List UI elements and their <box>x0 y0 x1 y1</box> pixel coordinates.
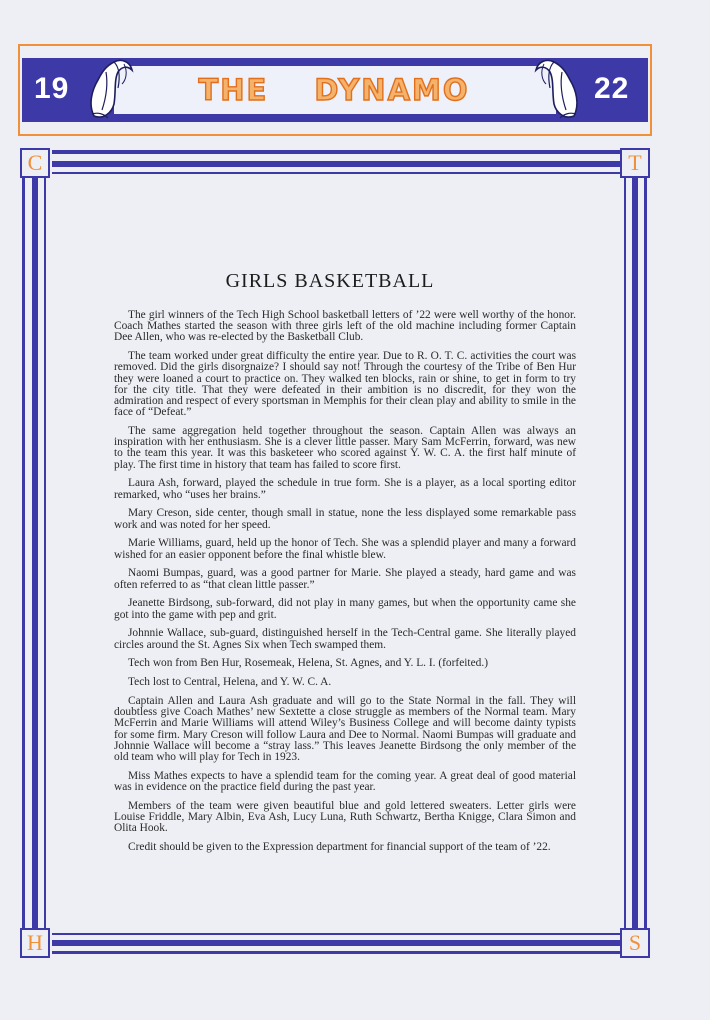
scroll-icon <box>528 54 584 124</box>
corner-letter-top-right: T <box>620 148 650 178</box>
article-paragraph: Johnnie Wallace, sub-guard, distinguished herself in the Tech-Central game. She literally played circles around the St. Agnes Six when Tech swamped them. <box>114 627 576 651</box>
frame-rail <box>32 178 38 928</box>
frame-rail <box>52 940 622 946</box>
article-paragraph: Jeanette Birdsong, sub-forward, did not play in many games, but when the opportunity came she got into the game with pep and grit. <box>114 597 576 621</box>
article-paragraph: Captain Allen and Laura Ash graduate and will go to the State Normal in the fall. They will doubtless give Coach Mathes’ new Sextette a close struggle as members of the Normal team. Mary McFerrin and Marie Williams will attend Wiley’s Business College and will become dainty typists for some firm. Mary Creson will follow Laura and Dee to Normal. Naomi Bumpas will graduate and Johnnie Wallace will become a “stray lass.” This leaves Jeanette Birdsong the only member of the old team who will play for Tech in 1923. <box>114 695 576 764</box>
article-paragraph: Members of the team were given beautiful blue and gold lettered sweaters. Letter girls were Louise Friddle, Mary Albin, Eva Ash, Lucy Luna, Ruth Schwartz, Bertha Knigge, Clara Simon and Olita Hook. <box>114 799 576 835</box>
year-right: 22 <box>594 72 630 105</box>
frame-rail <box>52 172 622 174</box>
article-paragraph: The girl winners of the Tech High School basketball letters of ’22 were well worthy of the honor. Coach Mathes started the season with three girls left of the old machine including former Captain Dee Allen, who was re-elected by the Basketball Club. <box>114 309 576 344</box>
article-title: GIRLS BASKETBALL <box>225 270 435 292</box>
banner-title-word-the: THE <box>198 73 269 107</box>
frame-rail <box>22 178 25 928</box>
article-paragraph: Tech lost to Central, Helena, and Y. W. C. A. <box>128 676 332 689</box>
article-body <box>114 310 576 861</box>
frame-rail <box>52 161 622 167</box>
frame-rail <box>632 178 638 928</box>
article-paragraph: Miss Mathes expects to have a splendid team for the coming year. A great deal of good material was in evidence on the practice field during the past year. <box>114 769 576 794</box>
frame-rail <box>52 951 622 954</box>
corner-letter-bottom-left: H <box>20 928 50 958</box>
frame-rail <box>644 178 647 928</box>
article-paragraph: Credit should be given to the Expression department for financial support of the team of ’22. <box>128 841 551 854</box>
article-paragraph: Laura Ash, forward, played the schedule in true form. She is a player, as a local sporting editor remarked, who “uses her brains.” <box>114 477 576 501</box>
banner-title-word-dynamo: DYNAMO <box>314 73 470 107</box>
year-left: 19 <box>34 72 70 105</box>
frame-rail <box>44 178 46 928</box>
banner-title <box>132 66 536 114</box>
article-paragraph: The same aggregation held together throughout the season. Captain Allen was always an inspiration with her enthusiasm. She is a clever little passer. Mary Sam McFerrin, forward, was new to the team this year. It was this basketeer who scored against Y. W. C. A. the first half minute of play. The first time in history that team has failed to score first. <box>114 425 576 471</box>
article-paragraph: Tech won from Ben Hur, Rosemeak, Helena, St. Agnes, and Y. L. I. (forfeited.) <box>128 657 488 670</box>
frame-rail <box>624 178 626 928</box>
frame-rail <box>52 933 622 935</box>
corner-letter-bottom-right: S <box>620 928 650 958</box>
article-paragraph: Mary Creson, side center, though small in statue, none the less displayed some remarkable pass work and was noted for her speed. <box>114 507 576 531</box>
header-banner <box>22 58 648 122</box>
article-paragraph: Naomi Bumpas, guard, was a good partner for Marie. She played a steady, hard game and was often referred to as “that clean little passer.” <box>114 567 576 591</box>
article-paragraph: The team worked under great difficulty the entire year. Due to R. O. T. C. activities the court was removed. Did the girls disorgnaize? I should say not! Through the courtesy of the Tribe of Ben Hur they were loaned a court to practice on. They walked ten blocks, rain or shine, to get in form to try for the city title. That they were defeated in their ambition is no discredit, for they won the admiration and respect of every sportsman in Memphis for their clean play and ability to smile in the face of “Defeat.” <box>114 350 576 419</box>
frame-rail <box>52 150 622 154</box>
corner-letter-top-left: C <box>20 148 50 178</box>
article-paragraph: Marie Williams, guard, held up the honor of Tech. She was a splendid player and many a forward wished for an easier opponent before the final whistle blew. <box>114 537 576 561</box>
